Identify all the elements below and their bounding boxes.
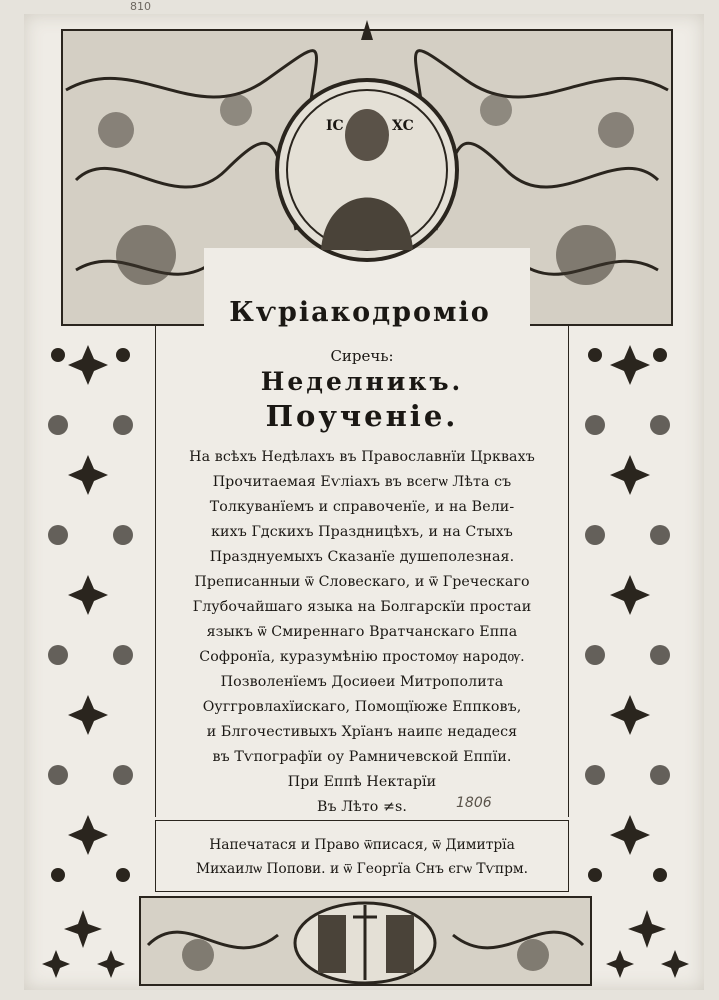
right-cross-ornament — [600, 905, 695, 985]
imprint-line: Напечатася и Право ѿписася, ѿ Димитрїа — [209, 837, 515, 853]
body-line: языкъ ѿ Смиреннаго Вратчанскаго Еппа — [206, 624, 518, 640]
heading-pouchenie: Поученіе. — [265, 399, 459, 433]
monogram-left: IC — [326, 118, 344, 134]
left-border-ornament — [28, 335, 148, 895]
body-line: Прочитаемая Еѵліахъ въ всегѡ Лѣта съ — [212, 474, 512, 490]
book-title: Кѵріакодроміо — [229, 297, 491, 328]
body-line: Глубочайшаго языка на Болгарскїи простаи — [192, 599, 532, 615]
imprint-line: Михаилѡ Попови. и ѿ Георгїа Снъ єгѡ Тѵпрм. — [195, 861, 529, 877]
subtitle: Сиречь: — [330, 347, 394, 365]
body-line: Оуггровлахїискаго, Помощїюже Еппковъ, — [202, 699, 522, 715]
body-line: На всѣхъ Недѣлахъ въ Православнїи Црквахъ — [189, 449, 535, 465]
body-line: Толкуванїемъ и справоченїе, и на Вели- — [209, 499, 515, 515]
body-line: кихъ Гдскихъ Праздницѣхъ, и на Стыхъ — [211, 524, 513, 540]
headpiece-ornament — [56, 20, 678, 330]
monogram-right: XC — [392, 118, 414, 134]
body-line: Позволенїемъ Досиѳеи Митрополита — [220, 674, 504, 690]
body-line: Празднуемыхъ Сказанїе душеполезная. — [209, 549, 515, 565]
title-text-frame — [155, 325, 569, 817]
body-line: При Еппѣ Нектарїи — [287, 774, 437, 790]
body-line: и Блгочестивыхъ Хрїанъ наипє недадеся — [206, 724, 518, 740]
body-line: Преписанныи ѿ Словескаго, и ѿ Греческаго — [194, 574, 530, 590]
sheet-mark: 810 — [130, 0, 151, 13]
headpiece-woodcut — [56, 20, 678, 330]
imprint-block — [155, 820, 569, 892]
body-line: въ Тѵпографїи оу Рамничевской Еппїи. — [212, 749, 512, 765]
body-line-date: Въ Лѣто ≠ѕ. — [316, 799, 408, 815]
right-border-ornament — [570, 335, 690, 895]
left-cross-ornament — [36, 905, 131, 985]
tailpiece-woodcut — [138, 895, 593, 987]
handwritten-year: 1806 — [456, 795, 492, 811]
heading-nedelnik: Неделникъ. — [260, 367, 464, 396]
body-line: Софронїа, куразумѣнію простомѹ народѹ. — [199, 649, 525, 665]
